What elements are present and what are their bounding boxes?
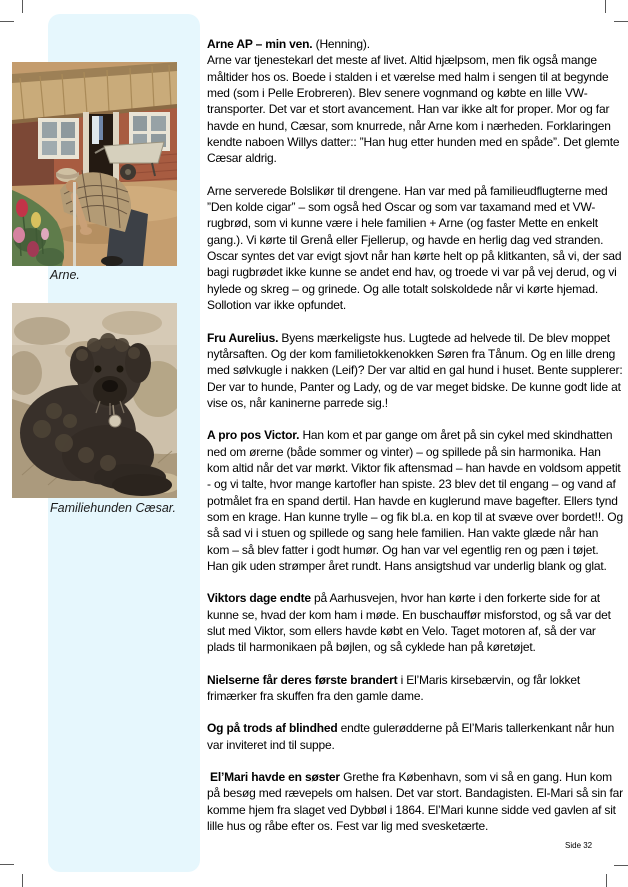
paragraph-fru-aurelius <box>207 330 623 412</box>
paragraph-lead: A pro pos Victor. <box>207 428 300 443</box>
crop-mark-top-right-vertical <box>605 0 606 13</box>
crop-mark-bottom-right-vertical <box>606 874 607 887</box>
paragraph-body: på Aarhusvejen, hvor han kørte i den forkerte side for at kunne se, hvad der kom ham i møde. En buschauffør misforstod, og så var det slut med Viktor, som ellers havde købt en Velo. Taget motoren af, så der var plads til harmonikaen på bøjlen, og så cyklede han på køretøjet. <box>207 591 611 655</box>
paragraph-arne-intro <box>207 36 623 167</box>
paragraph-body: Grethe fra København, som vi så en gang. Hun kom på besøg med rævepels om halsen. Det var stort. Bandagisten. El-Mari så sin far komme hjem fra slaget ved Dybbøl i 1864. El’Mari kunne sidde ved gavlen af sit lille hus og råbe efter os. Fest var lig med svesketærte. <box>207 770 623 834</box>
crop-mark-bottom-left-vertical <box>22 874 23 887</box>
arne-photo-illustration <box>12 62 177 266</box>
crop-mark-bottom-left-horizontal <box>0 864 14 865</box>
paragraph-nielserne <box>207 672 623 705</box>
caesar-photo <box>12 303 177 498</box>
arne-photo <box>12 62 177 266</box>
paragraph-lead: Fru Aurelius. <box>207 330 279 345</box>
paragraph-body: i El’Maris kirsebærvin, og får lokket frimærker fra skuffen fra den gamle dame. <box>207 672 581 704</box>
paragraph-blindhed <box>207 720 623 753</box>
crop-mark-top-left-vertical <box>22 0 23 13</box>
paragraph-lead: Viktors dage endte <box>207 591 311 606</box>
page-number: Side 32 <box>565 841 593 850</box>
crop-mark-top-left-horizontal <box>0 21 14 22</box>
paragraph-lead: Nielserne får deres første brandert <box>207 672 398 687</box>
caesar-photo-illustration <box>12 303 177 498</box>
paragraph-elmari <box>207 769 623 834</box>
paragraph-viktors-dage <box>207 590 623 655</box>
paragraph-lead: Og på trods af blindhed <box>207 721 338 736</box>
paragraph-body: endte gulerødderne på El’Maris tallerkenkant når hun var inviteret ind til suppe. <box>207 721 615 752</box>
paragraph-victor <box>207 427 623 574</box>
crop-mark-top-right-horizontal <box>614 21 628 22</box>
crop-mark-bottom-right-horizontal <box>614 865 628 866</box>
paragraph-body: Arne serverede Bolslikør til drengene. Han var med på familieudflugterne med ”Den kolde cigar” – som også hed Oscar og som var taxamand med et VW-rugbrød, som vi kunne være i hele familien + Arne (og faster Mette en enkelt gang.). Vi kørte til Grenå eller Fjellerup, og havde en herlig dag ved stranden. Oscar syntes det var evigt sjovt når han kørte helt op på klitkanten, så vi, der sad bagi rugbrødet ikke kunne se andet end hav, og troede vi var på vej derud, og vi hylede og skreg – og grinede. Og alle totalt solskoldede når vi kørte hjemad. Sollotion var ikke opfundet. <box>207 183 622 313</box>
paragraph-body: Arne var tjenestekarl det meste af livet. Altid hjælpsom, men fik også mange måltider hos os. Boede i stalden i et værelse med halm i sengen til at begynde med (som i Pelle Erobreren). Blev senere vognmand og købte en lille VW-transporter. Det var et stort avancement. Han var ikke alt for proper. Mor og far havde en hund, Cæsar, som knurrede, når Arne kom i nærheden. Forklaringen kendte naboen Willys datter:: ”Han hug etter hunden med en spåde”. Det glemte Cæsar aldrig. <box>207 53 620 166</box>
paragraph-body: Han kom et par gange om året på sin cykel med skindhatten ned om ørerne (både sommer og vinter) – og spillede på sin harmonika. Han kom altid når det var mørkt. Viktor fik aftensmad – han havde en voldsom appetit - og vi talte, hvor mange kartofler han spiste. 23 blev det til engang – og vand af potmålet fra en spand dertil. Han havde en kuglerund mave bagefter. Ellers tynd som en krage. Han kunne trylle – og fik bl.a. en kop til at svæve over bordet!!. Og så sad vi i stuen og spillede og sang hele familien. Han vakte glæde når han kom – så blev fatter i godt humør. Og han var vel egentlig ren og pæn i tøjet. Han gik uden strømper året rundt. Hans ansigtshud var underlig blank og glat. <box>207 428 623 573</box>
paragraph-arne-outings <box>207 183 623 314</box>
paragraph-lead: Arne AP – min ven. <box>207 37 313 51</box>
paragraph-lead: El’Mari havde en søster <box>210 770 340 785</box>
arne-photo-caption: Arne. <box>50 268 80 282</box>
article-text <box>207 36 623 850</box>
paragraph-body: Byens mærkeligste hus. Lugtede ad helvede til. De blev moppet nytårsaften. Og der kom familietokkenokken Søren fra Tånum. Og en lille dreng med sølvkugle i nakken (Leif)? Der var altid en gal hund i huset. Bente supplerer: Der var to hunde, Panter og Lady, og de var meget bidske. De kunne godt lide at vise os, når kaninerne parrede sig.! <box>207 330 623 410</box>
paragraph-lead-suffix: (Henning). <box>312 37 370 51</box>
caesar-photo-caption: Familiehunden Cæsar. <box>50 501 176 515</box>
